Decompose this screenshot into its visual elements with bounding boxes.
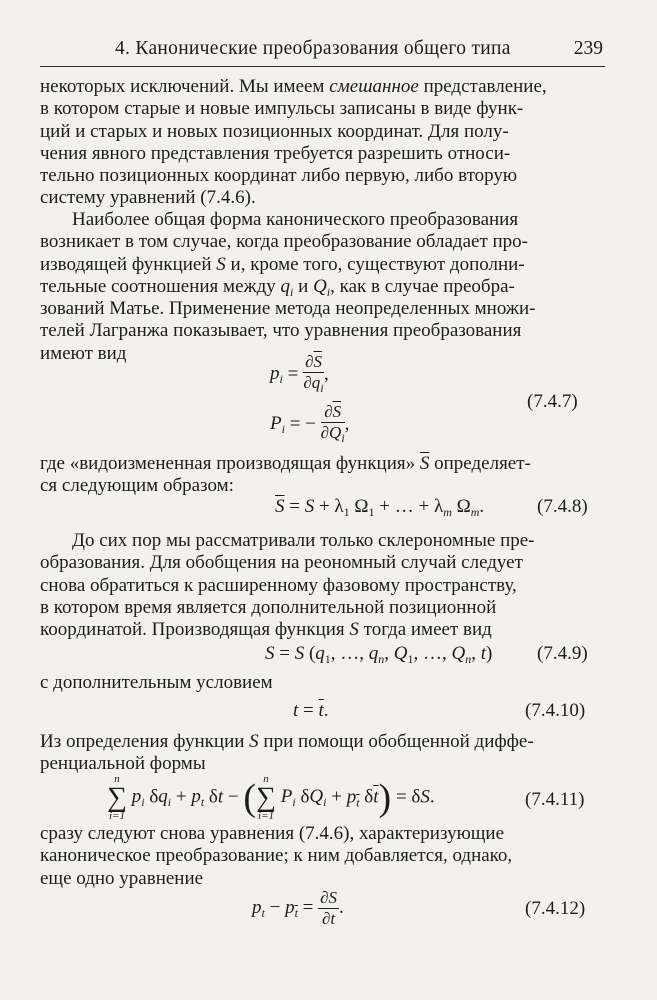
paragraph-3 [40, 453, 593, 498]
text-line: систему уравнений (7.4.6). [40, 187, 256, 209]
equation-number-7-4-9: (7.4.9) [537, 643, 588, 664]
text-line: образования. Для обобщения на реономный случай следует [40, 552, 523, 574]
paragraph-7 [40, 823, 593, 890]
equation-number-7-4-7: (7.4.7) [527, 391, 578, 412]
equation-number-7-4-11: (7.4.11) [525, 789, 585, 810]
text-line: возникает в том случае, когда преобразование обладает про- [40, 231, 528, 253]
text-line: каноническое преобразование; к ним добавляется, однако, [40, 845, 513, 867]
paragraph-4 [40, 530, 593, 641]
text-line: где «видоизмененная производящая функция» $\overline{S}$ определяет- [40, 453, 531, 474]
equation-7-4-11: n ∑ i=1 $p_i$ $\delta q_i + p_t$ δt − ( n ∑ i=1 $P_i$ $\delta Q_i + p_{\overline{t}}$ $\delta\overline{t}) = \delta S$. [107, 773, 435, 822]
paragraph-5 [40, 672, 593, 694]
text-line: изводящей функцией S и, кроме того, существуют дополни- [40, 253, 525, 275]
paragraph-1 [40, 76, 593, 210]
text-line: Наиболее общая форма канонического преобразования [72, 209, 519, 230]
text-line: еще одно уравнение [40, 867, 204, 889]
paragraph-2 [40, 209, 593, 365]
text-line: тельно позиционных координат либо первую, либо вторую [40, 165, 518, 187]
text-line: некоторых исключений. Мы имеем смешанное представление, [40, 76, 547, 97]
text-line: ций и старых и новых позиционных координат. Для полу- [40, 120, 509, 142]
text-line: тельные соотношения между $q_i$ и $Q_i$, как в случае преобра- [40, 275, 515, 299]
text-line: снова обратиться к расширенному фазовому пространству, [40, 574, 517, 596]
page-number: 239 [573, 38, 603, 59]
paragraph-6 [40, 731, 593, 776]
running-title: 4. Канонические преобразования общего типа [115, 38, 511, 59]
text-line: координатой. Производящая функция S тогда имеет вид [40, 619, 492, 641]
equation-7-4-12: $p_t - p_{\overline{t}}$ = $\frac{\partial S}{\partial t}$ . [252, 888, 344, 928]
text-line: в котором старые и новые импульсы записаны в виде функ- [40, 98, 524, 120]
text-line: зований Матье. Применение метода неопределенных множи- [40, 298, 536, 320]
text-line: сразу следуют снова уравнения (7.4.6), характеризующие [40, 823, 505, 844]
running-header [40, 36, 605, 67]
equation-7-4-7-line2: $P_i$ = − $\frac{\partial\overline{S}}{\partial Q_i}$ , [270, 402, 350, 445]
equation-7-4-10: $t = \overline{t}$. [293, 700, 329, 721]
text-line: До сих пор мы рассматривали только склерономные пре- [72, 530, 535, 551]
text-line: с дополнительным условием [40, 672, 273, 693]
equation-7-4-7-line1: $p_i$ = $\frac{\partial\overline{S}}{\partial q_i}$ , [270, 352, 329, 395]
equation-number-7-4-12: (7.4.12) [525, 898, 586, 919]
equation-7-4-8: $\overline{S} = S + \lambda_1$ $\Omega_1$ + … + $\lambda_m$ $\Omega_m$. [275, 496, 485, 519]
equation-7-4-9: S = S ($q_1$, …, $q_n$, $Q_1$, …, $Q_n$, t) [265, 643, 493, 666]
text-line: в котором время является дополнительной позиционной [40, 596, 497, 618]
text-line: телей Лагранжа показывает, что уравнения преобразования [40, 320, 522, 342]
equation-number-7-4-10: (7.4.10) [525, 700, 586, 721]
text-line: ренциальной формы [40, 753, 206, 775]
text-line: имеют вид [40, 342, 127, 364]
text-line: Из определения функции S при помощи обобщенной диффе- [40, 731, 534, 752]
text-line: ся следующим образом: [40, 475, 234, 497]
text-line: чения явного представления требуется разрешить относи- [40, 142, 511, 164]
equation-number-7-4-8: (7.4.8) [537, 496, 588, 517]
